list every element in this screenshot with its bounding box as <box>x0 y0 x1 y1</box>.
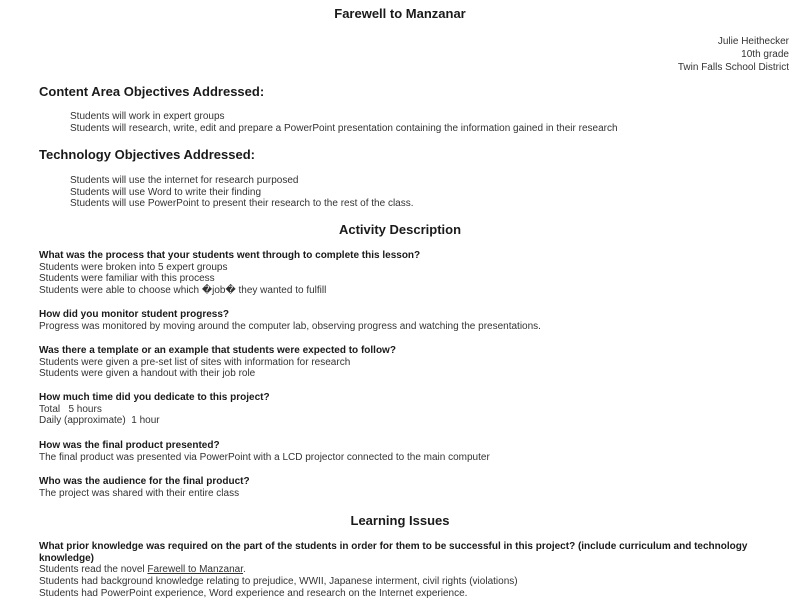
qa-time <box>39 392 789 427</box>
learning-issues-heading: Learning Issues <box>350 513 450 528</box>
answer: Students were given a handout with their job role <box>39 368 256 380</box>
content-objectives-heading: Content Area Objectives Addressed: <box>39 84 265 99</box>
answer: Total 5 hours <box>39 403 102 415</box>
qa-template <box>39 345 789 380</box>
answer: Students were given a pre-set list of sites with information for research <box>39 356 351 368</box>
activity-description-heading: Activity Description <box>338 222 462 237</box>
novel-link[interactable]: Farewell to Manzanar <box>147 564 244 576</box>
author-block <box>678 35 789 74</box>
answer-suffix: . <box>243 564 246 576</box>
answer: Daily (approximate) 1 hour <box>39 415 160 427</box>
answer: Students were able to choose which �job� they wanted to fulfill <box>39 285 327 297</box>
question: What was the process that your students went through to complete this lesson? <box>39 250 421 261</box>
question: Was there a template or an example that students were expected to follow? <box>39 345 396 356</box>
answer: The project was shared with their entire class <box>39 487 240 499</box>
qa-process <box>39 250 789 297</box>
content-objective-item: Students will research, write, edit and prepare a PowerPoint presentation containing the information gained in their research <box>70 122 618 134</box>
author-grade: 10th grade <box>741 49 789 60</box>
technology-objective-item: Students will use the internet for research purposed <box>70 175 299 186</box>
author-district: Twin Falls School District <box>677 62 789 73</box>
technology-objectives-list <box>70 175 414 210</box>
question: How much time did you dedicate to this project? <box>39 392 270 403</box>
content-objectives-list <box>70 111 618 134</box>
answer: Students had PowerPoint experience, Word experience and research on the Internet experience. <box>39 587 468 599</box>
technology-objectives-heading: Technology Objectives Addressed: <box>39 147 255 162</box>
technology-objective-item: Students will use PowerPoint to present their research to the rest of the class. <box>70 198 414 210</box>
answer <box>39 564 789 576</box>
question: What prior knowledge was required on the part of the students in order for them to be successful in this project? (include curriculum and technology knowledge) <box>39 541 748 564</box>
answer: Students were broken into 5 expert groups <box>39 261 228 273</box>
answer-prefix: Students read the novel <box>39 564 148 576</box>
document-title: Farewell to Manzanar <box>334 6 466 21</box>
answer: The final product was presented via PowerPoint with a LCD projector connected to the main computer <box>39 451 490 463</box>
qa-audience <box>39 476 789 499</box>
qa-monitor-progress <box>39 309 789 332</box>
question: How did you monitor student progress? <box>39 309 229 320</box>
answer: Progress was monitored by moving around the computer lab, observing progress and watching the presentations. <box>39 320 541 332</box>
question: Who was the audience for the final product? <box>39 476 250 487</box>
content-objective-item: Students will work in expert groups <box>70 111 225 122</box>
qa-final-product <box>39 440 789 463</box>
answer: Students were familiar with this process <box>39 273 215 285</box>
answer: Students had background knowledge relating to prejudice, WWII, Japanese interment, civil rights (violations) <box>39 576 518 588</box>
qa-prior-knowledge <box>39 541 789 600</box>
author-name: Julie Heithecker <box>717 36 789 47</box>
question: How was the final product presented? <box>39 440 220 451</box>
technology-objective-item: Students will use Word to write their finding <box>70 186 262 198</box>
